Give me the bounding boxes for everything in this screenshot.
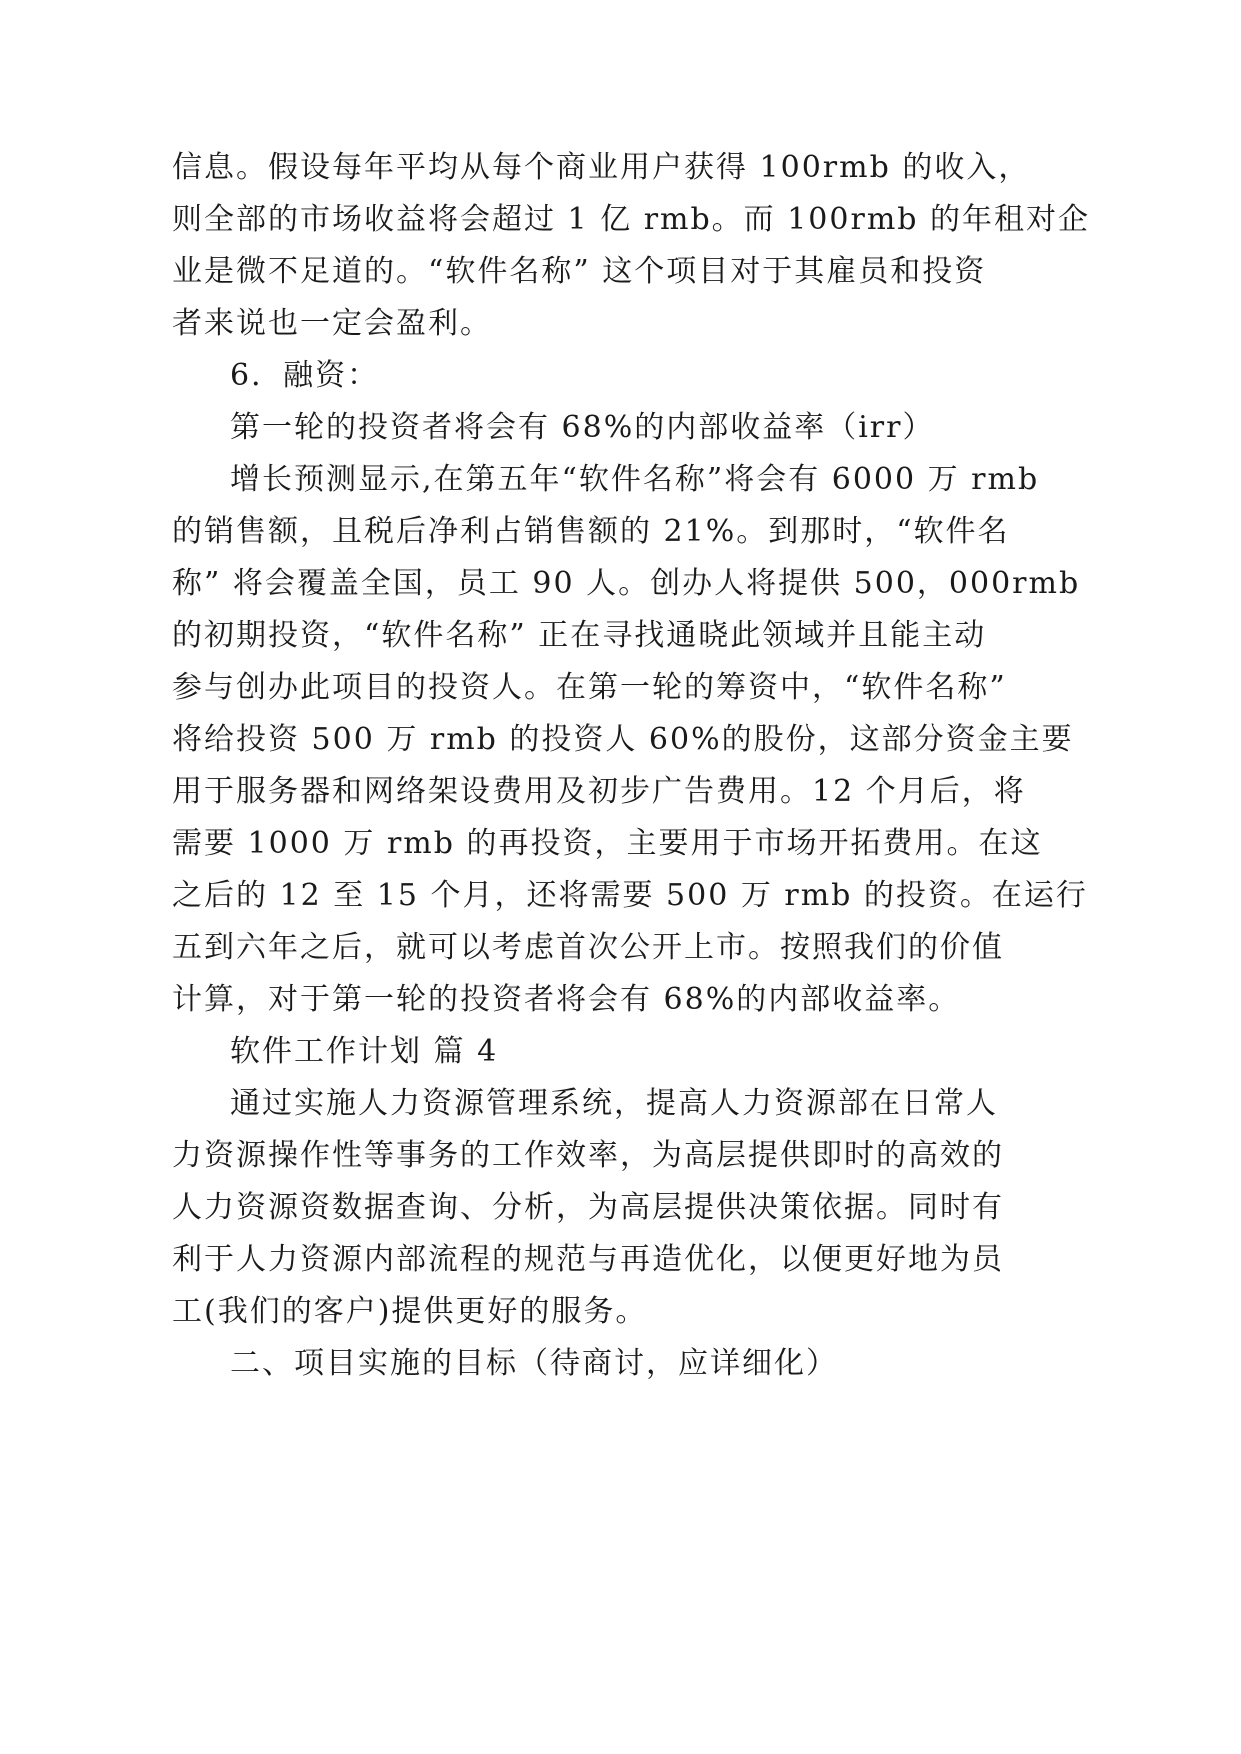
text-line-12: 将给投资 500 万 rmb 的投资人 60%的股份，这部分资金主要 (172, 722, 1074, 757)
text-line-16: 五到六年之后，就可以考虑首次公开上市。按照我们的价值 (172, 930, 1004, 965)
text-line-8: 的销售额，且税后净利占销售额的 21%。到那时，“软件名 (172, 514, 1010, 549)
text-line-17: 计算，对于第一轮的投资者将会有 68%的内部收益率。 (172, 982, 961, 1017)
section-heading-project-goals: 二、项目实施的目标（待商讨，应详细化） (230, 1346, 838, 1381)
text-line-20: 力资源操作性等事务的工作效率，为高层提供即时的高效的 (172, 1138, 1004, 1173)
section-heading-plan-4: 软件工作计划 篇 4 (230, 1034, 499, 1069)
section-heading-financing: 6．融资： (230, 358, 380, 393)
text-line-23: 工(我们的客户)提供更好的服务。 (172, 1294, 648, 1329)
text-line-11: 参与创办此项目的投资人。在第一轮的筹资中，“软件名称” (172, 670, 1007, 705)
text-line-9: 称” 将会覆盖全国，员工 90 人。创办人将提供 500，000rmb (172, 566, 1081, 601)
text-line-7: 增长预测显示,在第五年“软件名称”将会有 6000 万 rmb (230, 462, 1040, 497)
text-line-22: 利于人力资源内部流程的规范与再造优化，以便更好地为员 (172, 1242, 1004, 1277)
text-line-15: 之后的 12 至 15 个月，还将需要 500 万 rmb 的投资。在运行 (172, 878, 1088, 913)
text-line-2: 则全部的市场收益将会超过 1 亿 rmb。而 100rmb 的年租对企 (172, 202, 1091, 237)
text-line-3: 业是微不足道的。“软件名称” 这个项目对于其雇员和投资 (172, 254, 987, 289)
text-line-10: 的初期投资，“软件名称” 正在寻找通晓此领域并且能主动 (172, 618, 987, 653)
text-line-1: 信息。假设每年平均从每个商业用户获得 100rmb 的收入， (172, 150, 1031, 185)
text-line-13: 用于服务器和网络架设费用及初步广告费用。12 个月后，将 (172, 774, 1026, 809)
text-line-19: 通过实施人力资源管理系统，提高人力资源部在日常人 (230, 1086, 998, 1121)
text-line-21: 人力资源资数据查询、分析，为高层提供决策依据。同时有 (172, 1190, 1004, 1225)
text-line-6: 第一轮的投资者将会有 68%的内部收益率（irr） (230, 410, 935, 445)
text-line-14: 需要 1000 万 rmb 的再投资，主要用于市场开拓费用。在这 (172, 826, 1043, 861)
text-line-4: 者来说也一定会盈利。 (172, 306, 492, 341)
